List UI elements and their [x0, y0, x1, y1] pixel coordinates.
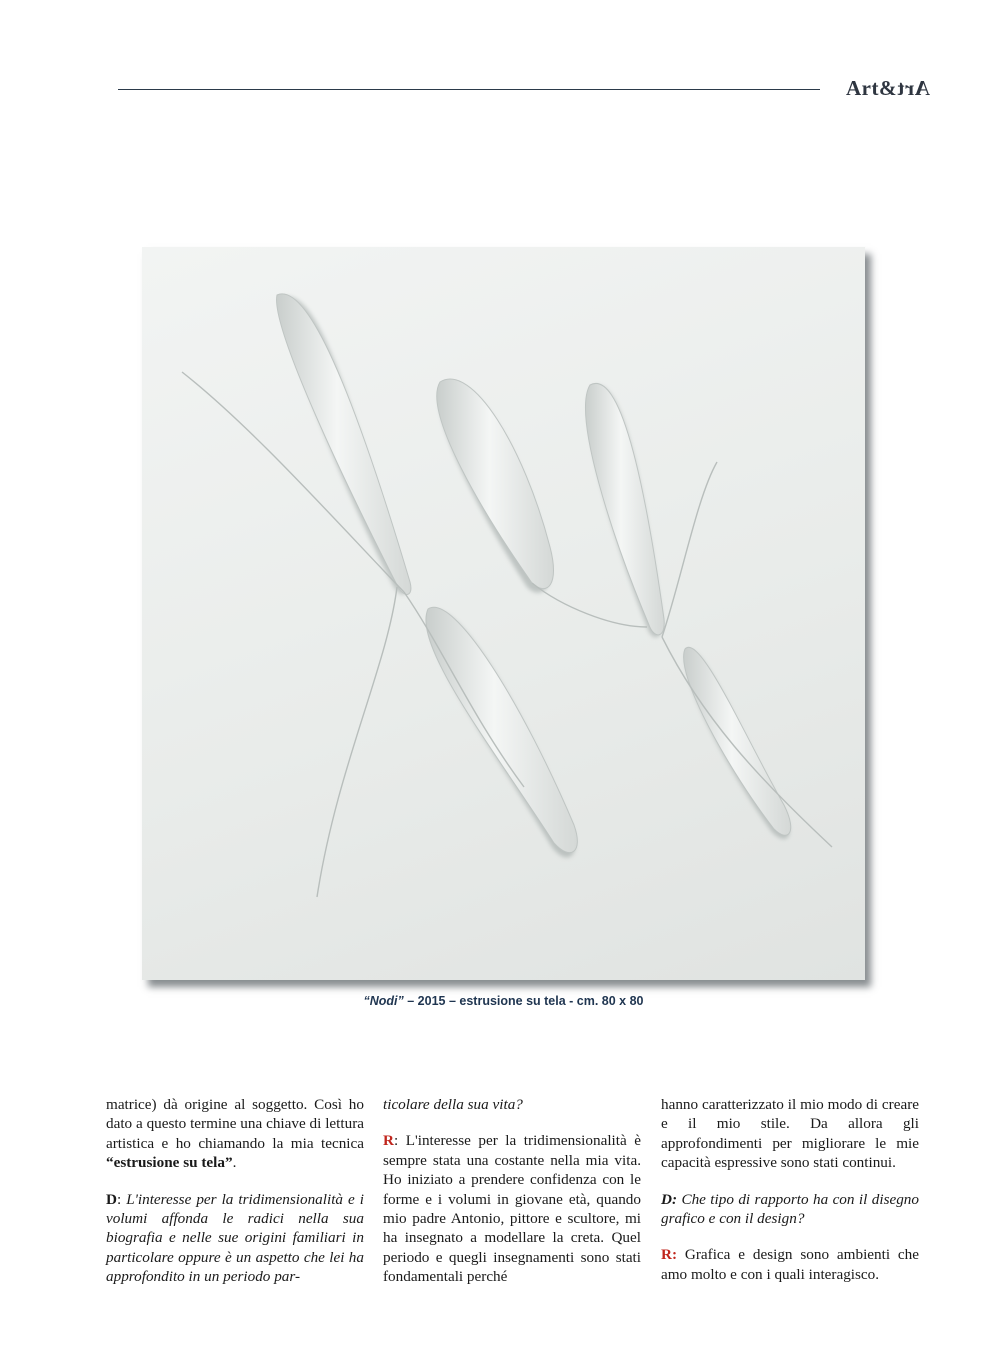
- question-paragraph: [106, 1190, 364, 1287]
- question-marker: D:: [661, 1190, 678, 1208]
- answer-marker: R: [383, 1132, 394, 1150]
- header-rule: [118, 89, 820, 90]
- logo-text: Art&: [846, 76, 897, 100]
- paragraph-text-end: .: [232, 1154, 237, 1172]
- magazine-logo: [846, 76, 930, 101]
- paragraph-text: matrice) dà origine al soggetto. Così ho dato a questo termine una chiave di lettura artistica e ho chiamando la mia tecnica: [106, 1096, 364, 1152]
- question-separator: :: [116, 1190, 127, 1208]
- answer-continuation: hanno caratterizzato il mio modo di creare e il mio stile. Da allora gli approfondimenti per migliorare le mie capacità espressive sono stati continui.: [661, 1096, 919, 1172]
- caption-title: “Nodi”: [363, 994, 404, 1008]
- question-text: L'interesse per la tridimensionalità e i volumi affonda le radici nella sua biografia e nelle sue origini familiari in particolare oppure è un aspetto che lei ha approfondito in un periodo par-: [106, 1190, 364, 1286]
- article-column-3: [661, 1095, 919, 1301]
- answer-paragraph: [383, 1131, 641, 1286]
- question-continuation: ticolare della sua vita?: [383, 1096, 523, 1113]
- answer-paragraph: [661, 1245, 919, 1284]
- answer-text: : L'interesse per la tridimensionalità è sempre stata una costante nella mia vita. Ho iniziato a prendere confidenza con le forme e i volumi in giovane età, quando mio padre Antonio, pittore e scultore, mi ha insegnato a modellare la creta. Quel periodo e quegli insegnamenti sono stati fondamentali perché: [383, 1132, 641, 1286]
- question-text: Che tipo di rapporto ha con il disegno grafico e con il design?: [661, 1190, 919, 1228]
- question-paragraph: [661, 1190, 919, 1229]
- article-column-1: [106, 1095, 364, 1304]
- logo-mirrored-text: Art: [896, 76, 930, 100]
- technique-name: “estrusione su tela”: [106, 1154, 233, 1172]
- artwork-image: [142, 247, 865, 980]
- paragraph-answer-end: [106, 1095, 364, 1173]
- answer-text: Grafica e design sono ambienti che amo molto e con i quali interagisco.: [661, 1246, 919, 1283]
- artwork-caption: [142, 994, 865, 1008]
- article-column-2: [383, 1095, 641, 1304]
- answer-marker: R:: [661, 1246, 678, 1264]
- artwork-nodi-relief: [142, 247, 865, 980]
- question-marker: D: [106, 1190, 117, 1208]
- caption-details: – 2015 – estrusione su tela - cm. 80 x 80: [403, 994, 644, 1008]
